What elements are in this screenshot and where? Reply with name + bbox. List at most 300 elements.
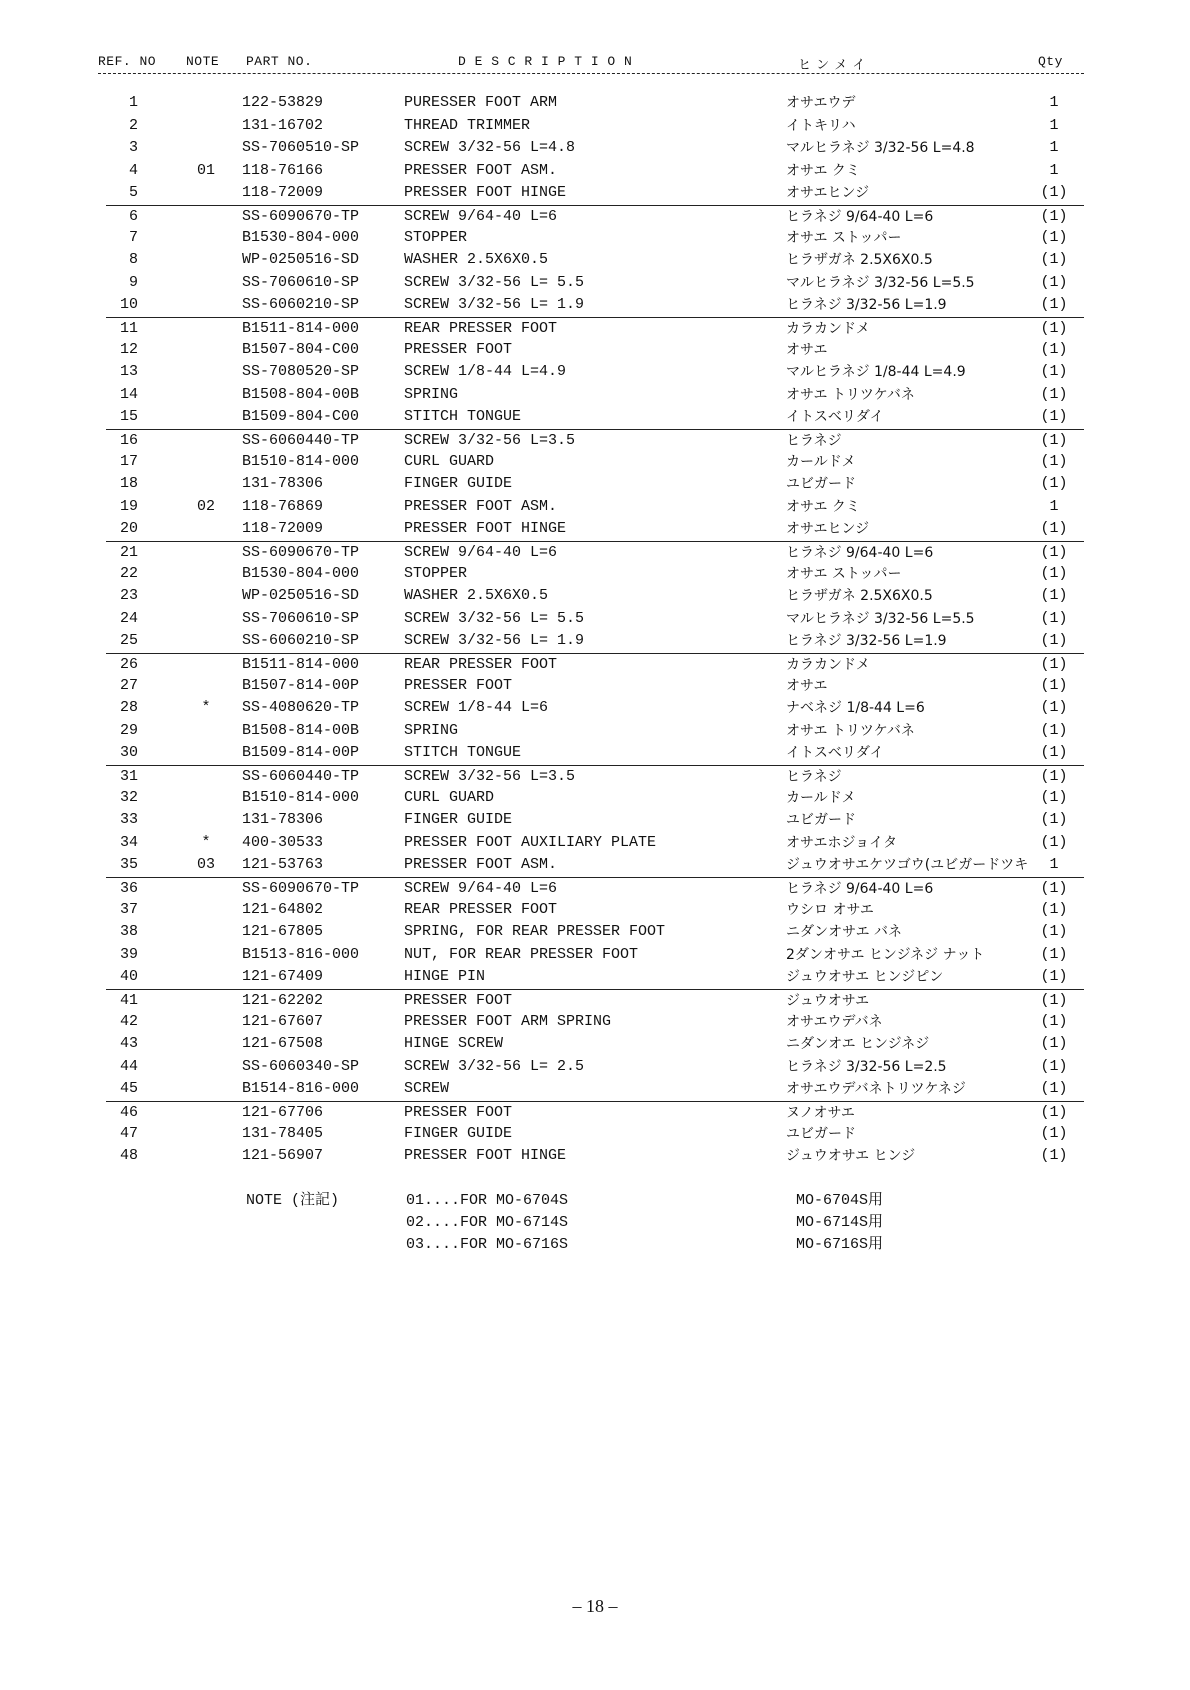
table-row [0, 137, 1190, 160]
part-no-cell: 121-56907 [242, 1147, 324, 1164]
ref-no-cell: 5 [128, 184, 138, 201]
part-no-cell: B1530-804-000 [242, 228, 360, 246]
table-row [0, 675, 1190, 698]
kana-name-cell: ジュウオサエ [786, 992, 870, 1009]
ref-no-cell: 28 [119, 699, 138, 716]
table-row [0, 563, 1190, 586]
part-no-cell: 121-67508 [242, 1035, 324, 1052]
ref-no-cell: 46 [119, 1103, 138, 1121]
kana-name-cell: ヒラネジ 3/32-56 L=1.9 [786, 633, 947, 649]
qty-cell: (1) [1040, 900, 1068, 918]
description-cell: REAR PRESSER FOOT [404, 900, 558, 918]
kana-name-cell: オサエ トリツケバネ [786, 722, 915, 739]
description-cell: SCREW 9/64-40 L=6 [404, 543, 558, 561]
header-part-no: PART NO. [246, 54, 313, 69]
table-row [0, 518, 1190, 541]
qty-cell: (1) [1040, 744, 1068, 761]
qty-cell: (1) [1040, 811, 1068, 828]
part-no-cell: B1511-814-000 [242, 655, 360, 673]
kana-name-cell: オサエウデバネ [786, 1013, 883, 1030]
note-model: MO-6716S用 [796, 1236, 884, 1253]
description-cell: SCREW 1/8-44 L=4.9 [404, 363, 567, 380]
description-cell: STITCH TONGUE [404, 744, 522, 761]
kana-name-cell: カールドメ [786, 453, 856, 470]
description-cell: STITCH TONGUE [404, 408, 522, 425]
part-no-cell: 118-76869 [242, 497, 324, 515]
part-no-cell: SS-6060440-TP [242, 767, 360, 785]
part-no-cell: SS-6060210-SP [242, 296, 360, 313]
description-cell: SPRING [404, 385, 459, 403]
kana-name-cell: マルヒラネジ 3/32-56 L=5.5 [786, 274, 975, 291]
table-row [0, 697, 1190, 720]
part-no-cell: 131-78405 [242, 1124, 324, 1142]
ref-no-cell: 40 [119, 968, 138, 985]
table-row [0, 115, 1190, 138]
kana-name-cell: イトスベリダイ [786, 409, 884, 425]
ref-no-cell: 35 [119, 856, 138, 873]
description-cell: FINGER GUIDE [404, 1124, 513, 1142]
description-cell: SPRING, FOR REAR PRESSER FOOT [404, 923, 666, 940]
notes-title: NOTE (注記) [246, 1192, 340, 1209]
ref-no-cell: 36 [119, 879, 138, 897]
header-ref-no: REF. NO [98, 54, 157, 69]
table-row [0, 787, 1190, 810]
table-row [0, 585, 1190, 608]
ref-no-cell: 32 [119, 788, 138, 806]
part-no-cell: SS-6060210-SP [242, 632, 360, 649]
qty-cell: 1 [1049, 856, 1059, 873]
description-cell: PRESSER FOOT ARM SPRING [404, 1012, 612, 1030]
ref-no-cell: 13 [119, 363, 138, 380]
table-row [0, 1078, 1190, 1101]
table-row [0, 921, 1190, 944]
ref-no-cell: 19 [119, 497, 138, 515]
table-row [0, 451, 1190, 474]
note-cell: 03 [196, 856, 215, 873]
description-cell: SCREW 3/32-56 L=4.8 [404, 139, 576, 156]
qty-cell: (1) [1040, 363, 1068, 380]
qty-cell: (1) [1040, 991, 1068, 1009]
kana-name-cell: イトキリハ [786, 117, 856, 134]
description-cell: PRESSER FOOT ASM. [404, 497, 558, 515]
ref-no-cell: 4 [128, 161, 138, 179]
description-cell: PRESSER FOOT ASM. [404, 161, 558, 179]
table-row [0, 294, 1190, 317]
table-row [106, 429, 1084, 451]
ref-no-cell: 18 [119, 475, 138, 492]
ref-no-cell: 37 [119, 900, 138, 918]
kana-name-cell: オサエウデ [786, 95, 856, 111]
description-cell: SCREW 1/8-44 L=6 [404, 699, 549, 716]
ref-no-cell: 9 [128, 273, 138, 291]
kana-name-cell: オサエヒンジ [786, 185, 870, 201]
qty-cell: (1) [1040, 319, 1068, 337]
part-no-cell: 121-67607 [242, 1012, 324, 1030]
part-no-cell: 131-78306 [242, 475, 324, 492]
note-model: MO-6714S用 [796, 1214, 884, 1231]
kana-name-cell: マルヒラネジ 3/32-56 L=5.5 [786, 610, 975, 627]
kana-name-cell: ヒラネジ 9/64-40 L=6 [786, 880, 934, 897]
ref-no-cell: 34 [119, 833, 138, 851]
part-no-cell: B1508-814-00B [242, 721, 360, 739]
part-no-cell: B1513-816-000 [242, 945, 360, 963]
qty-cell: (1) [1040, 1124, 1068, 1142]
qty-cell: (1) [1040, 587, 1068, 604]
description-cell: PRESSER FOOT [404, 340, 513, 358]
part-no-cell: SS-7060610-SP [242, 273, 360, 291]
table-row [0, 630, 1190, 653]
table-row [0, 608, 1190, 631]
description-cell: CURL GUARD [404, 788, 495, 806]
description-cell: FINGER GUIDE [404, 475, 513, 492]
qty-cell: (1) [1040, 520, 1068, 537]
part-no-cell: SS-6060340-SP [242, 1057, 360, 1075]
ref-no-cell: 1 [128, 94, 138, 111]
part-no-cell: B1510-814-000 [242, 788, 360, 806]
ref-no-cell: 39 [119, 945, 138, 963]
part-no-cell: 121-53763 [242, 856, 324, 873]
header-description: D E S C R I P T I O N [458, 54, 633, 69]
description-cell: WASHER 2.5X6X0.5 [404, 251, 549, 268]
ref-no-cell: 8 [128, 251, 138, 268]
qty-cell: (1) [1040, 1103, 1068, 1121]
part-no-cell: 121-67805 [242, 923, 324, 940]
description-cell: PRESSER FOOT AUXILIARY PLATE [404, 833, 657, 851]
note-row [0, 1234, 1190, 1256]
part-no-cell: 131-78306 [242, 811, 324, 828]
header-qty: Qty [1038, 54, 1063, 69]
part-no-cell: B1507-814-00P [242, 676, 360, 694]
table-row [0, 406, 1190, 429]
table-row [0, 1145, 1190, 1168]
note-row [0, 1190, 1190, 1212]
qty-cell: (1) [1040, 475, 1068, 492]
ref-no-cell: 3 [128, 139, 138, 156]
table-row [0, 272, 1190, 295]
kana-name-cell: ヒラザガネ 2.5X6X0.5 [786, 252, 933, 268]
qty-cell: 1 [1049, 94, 1059, 111]
table-header [98, 52, 1084, 74]
description-cell: SCREW 3/32-56 L= 5.5 [404, 609, 585, 627]
table-row [106, 653, 1084, 675]
part-no-cell: B1509-804-C00 [242, 408, 360, 425]
note-cell: 02 [196, 497, 215, 515]
kana-name-cell: ヒラネジ 3/32-56 L=2.5 [786, 1058, 947, 1075]
ref-no-cell: 44 [119, 1057, 138, 1075]
table-row [0, 832, 1190, 855]
qty-cell: (1) [1040, 564, 1068, 582]
note-model: MO-6704S用 [796, 1192, 884, 1209]
kana-name-cell: オサエ [786, 341, 828, 358]
qty-cell: (1) [1040, 676, 1068, 694]
description-cell: PRESSER FOOT HINGE [404, 520, 567, 537]
kana-name-cell: マルヒラネジ 1/8-44 L=4.9 [786, 364, 966, 380]
kana-name-cell: 2ダンオサエ ヒンジネジ ナット [786, 946, 985, 963]
kana-name-cell: オサエ ストッパー [786, 229, 902, 246]
qty-cell: (1) [1040, 207, 1068, 225]
ref-no-cell: 31 [119, 767, 138, 785]
kana-name-cell: ウシロ オサエ [786, 901, 874, 918]
description-cell: HINGE PIN [404, 968, 486, 985]
kana-name-cell: ニダンオエ ヒンジネジ [786, 1036, 930, 1052]
table-row [0, 1123, 1190, 1146]
table-row [0, 899, 1190, 922]
part-no-cell: 131-16702 [242, 116, 324, 134]
kana-name-cell: ジュウオサエ ヒンジピン [786, 969, 944, 985]
ref-no-cell: 21 [119, 543, 138, 561]
table-row [0, 160, 1190, 183]
part-no-cell: 118-72009 [242, 520, 324, 537]
ref-no-cell: 24 [119, 609, 138, 627]
table-row [0, 1033, 1190, 1056]
header-kana: ヒ ン メ イ [798, 58, 866, 73]
ref-no-cell: 42 [119, 1012, 138, 1030]
qty-cell: (1) [1040, 609, 1068, 627]
qty-cell: (1) [1040, 251, 1068, 268]
qty-cell: (1) [1040, 408, 1068, 425]
ref-no-cell: 15 [119, 408, 138, 425]
description-cell: SCREW [404, 1080, 450, 1097]
qty-cell: (1) [1040, 721, 1068, 739]
kana-name-cell: ヒラネジ 9/64-40 L=6 [786, 544, 934, 561]
ref-no-cell: 12 [119, 340, 138, 358]
ref-no-cell: 45 [119, 1080, 138, 1097]
ref-no-cell: 43 [119, 1035, 138, 1052]
ref-no-cell: 26 [119, 655, 138, 673]
table-row [106, 1101, 1084, 1123]
qty-cell: (1) [1040, 340, 1068, 358]
ref-no-cell: 29 [119, 721, 138, 739]
part-no-cell: 121-62202 [242, 991, 324, 1009]
part-no-cell: SS-7060510-SP [242, 139, 360, 156]
qty-cell: (1) [1040, 296, 1068, 313]
kana-name-cell: カラカンドメ [786, 320, 870, 337]
qty-cell: (1) [1040, 1147, 1068, 1164]
table-row [106, 989, 1084, 1011]
kana-name-cell: ユビガード [786, 812, 856, 828]
description-cell: SCREW 3/32-56 L=3.5 [404, 767, 576, 785]
ref-no-cell: 47 [119, 1124, 138, 1142]
part-no-cell: 121-67409 [242, 968, 324, 985]
ref-no-cell: 2 [128, 116, 138, 134]
qty-cell: (1) [1040, 385, 1068, 403]
kana-name-cell: ヒラネジ 3/32-56 L=1.9 [786, 297, 947, 313]
kana-name-cell: カールドメ [786, 789, 856, 806]
qty-cell: (1) [1040, 1035, 1068, 1052]
description-cell: SCREW 3/32-56 L= 1.9 [404, 296, 585, 313]
table-row [0, 944, 1190, 967]
description-cell: STOPPER [404, 564, 468, 582]
kana-name-cell: ナベネジ 1/8-44 L=6 [786, 700, 925, 716]
description-cell: SCREW 3/32-56 L= 2.5 [404, 1057, 585, 1075]
note-text: 03....FOR MO-6716S [406, 1236, 569, 1253]
note-row [0, 1212, 1190, 1234]
note-cell: * [201, 699, 211, 716]
part-no-cell: WP-0250516-SD [242, 587, 360, 604]
qty-cell: (1) [1040, 632, 1068, 649]
part-no-cell: WP-0250516-SD [242, 251, 360, 268]
table-row [0, 854, 1190, 877]
kana-name-cell: オサエ クミ [786, 162, 860, 179]
qty-cell: (1) [1040, 699, 1068, 716]
qty-cell: (1) [1040, 767, 1068, 785]
qty-cell: (1) [1040, 273, 1068, 291]
description-cell: SCREW 3/32-56 L= 5.5 [404, 273, 585, 291]
table-row [106, 205, 1084, 227]
part-no-cell: SS-4080620-TP [242, 699, 360, 716]
kana-name-cell: カラカンドメ [786, 656, 870, 673]
description-cell: SCREW 9/64-40 L=6 [404, 879, 558, 897]
ref-no-cell: 14 [119, 385, 138, 403]
ref-no-cell: 27 [119, 676, 138, 694]
description-cell: PRESSER FOOT [404, 1103, 513, 1121]
kana-name-cell: オサエ トリツケバネ [786, 386, 915, 403]
note-text: 02....FOR MO-6714S [406, 1214, 569, 1231]
table-row [0, 249, 1190, 272]
description-cell: NUT, FOR REAR PRESSER FOOT [404, 945, 639, 963]
description-cell: THREAD TRIMMER [404, 116, 531, 134]
note-cell: * [201, 833, 211, 851]
ref-no-cell: 6 [128, 207, 138, 225]
table-row [0, 227, 1190, 250]
ref-no-cell: 48 [119, 1147, 138, 1164]
table-row [0, 809, 1190, 832]
part-no-cell: SS-6090670-TP [242, 879, 360, 897]
description-cell: PRESSER FOOT ASM. [404, 856, 558, 873]
kana-name-cell: オサエホジョイタ [786, 834, 898, 851]
note-text: 01....FOR MO-6704S [406, 1192, 569, 1209]
kana-name-cell: オサエ [786, 677, 828, 694]
part-no-cell: B1508-804-00B [242, 385, 360, 403]
description-cell: SCREW 3/32-56 L= 1.9 [404, 632, 585, 649]
ref-no-cell: 30 [119, 744, 138, 761]
qty-cell: (1) [1040, 184, 1068, 201]
kana-name-cell: ヒラネジ [786, 768, 842, 785]
kana-name-cell: オサエヒンジ [786, 521, 870, 537]
qty-cell: 1 [1049, 161, 1059, 179]
description-cell: CURL GUARD [404, 452, 495, 470]
table-row [106, 541, 1084, 563]
part-no-cell: 121-64802 [242, 900, 324, 918]
qty-cell: (1) [1040, 1057, 1068, 1075]
ref-no-cell: 20 [119, 520, 138, 537]
part-no-cell: SS-6090670-TP [242, 207, 360, 225]
qty-cell: (1) [1040, 923, 1068, 940]
kana-name-cell: オサエ ストッパー [786, 565, 902, 582]
kana-name-cell: ヒラネジ 9/64-40 L=6 [786, 208, 934, 225]
ref-no-cell: 16 [119, 431, 138, 449]
header-rule [98, 73, 1084, 74]
description-cell: PURESSER FOOT ARM [404, 94, 558, 111]
kana-name-cell: ユビガード [786, 1125, 856, 1142]
description-cell: WASHER 2.5X6X0.5 [404, 587, 549, 604]
part-no-cell: SS-6090670-TP [242, 543, 360, 561]
table-row [0, 473, 1190, 496]
description-cell: PRESSER FOOT HINGE [404, 184, 567, 201]
qty-cell: (1) [1040, 968, 1068, 985]
description-cell: FINGER GUIDE [404, 811, 513, 828]
qty-cell: (1) [1040, 228, 1068, 246]
qty-cell: (1) [1040, 543, 1068, 561]
description-cell: HINGE SCREW [404, 1035, 504, 1052]
kana-name-cell: オサエウデバネトリツケネジ [786, 1081, 966, 1097]
qty-cell: 1 [1049, 139, 1059, 156]
kana-name-cell: ヒラザガネ 2.5X6X0.5 [786, 588, 933, 604]
parts-table-body [0, 92, 1190, 1168]
kana-name-cell: ユビガード [786, 476, 856, 492]
ref-no-cell: 25 [119, 632, 138, 649]
part-no-cell: B1511-814-000 [242, 319, 360, 337]
kana-name-cell: マルヒラネジ 3/32-56 L=4.8 [786, 140, 975, 156]
ref-no-cell: 17 [119, 452, 138, 470]
part-no-cell: B1509-814-00P [242, 744, 360, 761]
description-cell: REAR PRESSER FOOT [404, 319, 558, 337]
part-no-cell: SS-7080520-SP [242, 363, 360, 380]
table-row [0, 966, 1190, 989]
table-row [0, 1056, 1190, 1079]
part-no-cell: 118-72009 [242, 184, 324, 201]
table-row [0, 339, 1190, 362]
part-no-cell: 400-30533 [242, 833, 324, 851]
kana-name-cell: イトスベリダイ [786, 745, 884, 761]
table-row [0, 92, 1190, 115]
part-no-cell: SS-7060610-SP [242, 609, 360, 627]
ref-no-cell: 23 [119, 587, 138, 604]
qty-cell: (1) [1040, 788, 1068, 806]
table-row [106, 317, 1084, 339]
description-cell: SCREW 9/64-40 L=6 [404, 207, 558, 225]
table-row [0, 496, 1190, 519]
ref-no-cell: 7 [128, 228, 138, 246]
part-no-cell: 122-53829 [242, 94, 324, 111]
part-no-cell: 118-76166 [242, 161, 324, 179]
qty-cell: 1 [1049, 497, 1059, 515]
table-row [106, 765, 1084, 787]
part-no-cell: B1530-804-000 [242, 564, 360, 582]
part-no-cell: B1507-804-C00 [242, 340, 360, 358]
table-row [0, 384, 1190, 407]
description-cell: PRESSER FOOT HINGE [404, 1147, 567, 1164]
part-no-cell: 121-67706 [242, 1103, 324, 1121]
qty-cell: (1) [1040, 655, 1068, 673]
ref-no-cell: 33 [119, 811, 138, 828]
qty-cell: (1) [1040, 1012, 1068, 1030]
qty-cell: (1) [1040, 945, 1068, 963]
ref-no-cell: 41 [119, 991, 138, 1009]
qty-cell: (1) [1040, 452, 1068, 470]
kana-name-cell: ジュウオサエケツゴウ(ユビガードツキ [786, 857, 1029, 873]
table-row [106, 877, 1084, 899]
description-cell: SPRING [404, 721, 459, 739]
description-cell: SCREW 3/32-56 L=3.5 [404, 431, 576, 449]
qty-cell: (1) [1040, 431, 1068, 449]
part-no-cell: B1514-816-000 [242, 1080, 360, 1097]
ref-no-cell: 38 [119, 923, 138, 940]
qty-cell: (1) [1040, 1080, 1068, 1097]
part-no-cell: B1510-814-000 [242, 452, 360, 470]
description-cell: STOPPER [404, 228, 468, 246]
table-row [0, 742, 1190, 765]
kana-name-cell: ジュウオサエ ヒンジ [786, 1148, 916, 1164]
table-row [0, 361, 1190, 384]
table-row [0, 182, 1190, 205]
qty-cell: (1) [1040, 879, 1068, 897]
note-cell: 01 [196, 161, 215, 179]
qty-cell: 1 [1049, 116, 1059, 134]
description-cell: PRESSER FOOT [404, 676, 513, 694]
kana-name-cell: ヌノオサエ [786, 1104, 855, 1121]
header-note: NOTE [186, 54, 220, 69]
